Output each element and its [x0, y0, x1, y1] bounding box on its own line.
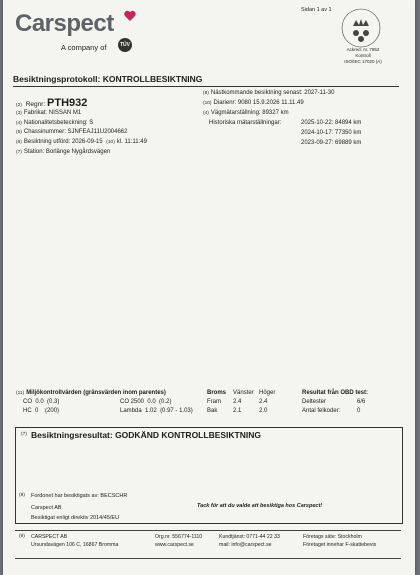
inspection-result: Besiktningsresultat: GODKÄND KONTROLLBESIKTNING — [31, 430, 261, 440]
regnr-field: (2) Regnr: PTH932 — [16, 97, 88, 109]
odometer-field: (4) Vägmätarställning: 89327 km — [203, 110, 289, 116]
brake-rear-left: 2.1 — [233, 408, 242, 414]
result-num: (7) — [21, 432, 27, 437]
history-row: 2023-09-27: 69889 km — [301, 140, 362, 146]
history-row: 2024-10-17: 77350 km — [301, 130, 362, 136]
inspector-line: Fordonet har besiktigats av: BECSCHR — [31, 493, 128, 499]
nationality-field: (4) Nationalitetsbeteckning: S — [16, 120, 94, 126]
title-divider — [13, 86, 399, 87]
station-field: (7) Station: Borlänge Nygårdsvägen — [16, 149, 111, 155]
obd-title: Resultat från OBD test: — [302, 390, 369, 396]
footer-company: CARSPECT AB Ursundavägen 106 C, 16867 Bromma — [31, 534, 119, 548]
env-control-title: (11) Miljökontrollvärden (gränsvärden inom parentes) — [16, 390, 166, 396]
brake-rear-label: Bak — [207, 408, 218, 414]
heart-icon — [123, 9, 137, 23]
obd-faultcodes-label: Antal felkoder: — [302, 408, 341, 414]
footer-org: Org.nr. 556774-1110 www.carspect.se — [155, 534, 203, 548]
inspection-date-field: (6) Besiktning utförd: 2026-09-15 (10) kl. 11:11:49 — [16, 139, 147, 145]
co2500-measurement: CO 2500 0.0 (0.2) — [120, 399, 172, 405]
inspection-protocol-page — [3, 0, 415, 575]
diary-number-field: (10) Diarienr: 9080 15.9.2026 11.11.49 — [203, 100, 304, 106]
brake-front-right: 2.4 — [259, 399, 268, 405]
tuv-logo: TÜV — [118, 38, 132, 52]
regnr-value: PTH932 — [47, 97, 88, 109]
brake-right-header: Höger — [259, 390, 276, 396]
co-measurement: CO 0.0 (0.3) — [23, 399, 60, 405]
footer-legal: Företags säte: Stockholm Företaget innehar F-skattebevis — [303, 534, 377, 548]
footer-contact: Kundtjänst: 0771-44 22 33 mail: info@carspect.se — [219, 534, 280, 548]
obd-subtests-value: 6/6 — [357, 399, 366, 405]
brake-front-left: 2.4 — [233, 399, 242, 405]
page-number: Sidan 1 av 1 — [301, 7, 332, 13]
lambda-measurement: Lambda 1.02 (0.97 - 1.03) — [120, 408, 193, 414]
make-field: (3) Fabrikat: NISSAN M1 — [16, 110, 82, 116]
history-row: 2025-10-22: 84894 km — [301, 120, 362, 126]
thanks-message: Tack för att du valde att besiktiga hos Carspect! — [197, 503, 323, 509]
brake-rear-right: 2.0 — [259, 408, 268, 414]
brake-title: Broms — [207, 390, 227, 396]
history-label: Historiska mätarställningar: — [209, 120, 282, 126]
swedac-seal-icon — [339, 6, 383, 50]
next-inspection-field: (8) Nästkommande besiktning senast: 2027-11-30 — [203, 90, 335, 96]
protocol-title: Besiktningsprotokoll: KONTROLLBESIKTNING — [13, 74, 203, 84]
brake-left-header: Vänster — [233, 390, 254, 396]
footer-num: (9) — [19, 534, 25, 539]
company-of-label: A company of — [61, 43, 107, 52]
obd-faultcodes-value: 0 — [357, 408, 361, 414]
signoff-num: (9) — [19, 493, 25, 498]
obd-subtests-label: Deltester — [302, 399, 327, 405]
brake-front-label: Fram — [207, 399, 221, 405]
hc-measurement: HC 0 (200) — [23, 408, 60, 414]
chassis-field: (5) Chassinummer: SJNFEAJ11U2004662 — [16, 129, 128, 135]
carspect-logo: Carspect — [15, 10, 114, 37]
result-box — [15, 427, 403, 524]
accreditation-text: Ackred. nr. 7952 Kontroll ISO/IEC 17020 (A) — [344, 47, 382, 64]
directive-line: Besiktigat enligt direktiv 2014/45/EU — [31, 515, 120, 521]
company-line: Carspect AB — [31, 505, 62, 511]
